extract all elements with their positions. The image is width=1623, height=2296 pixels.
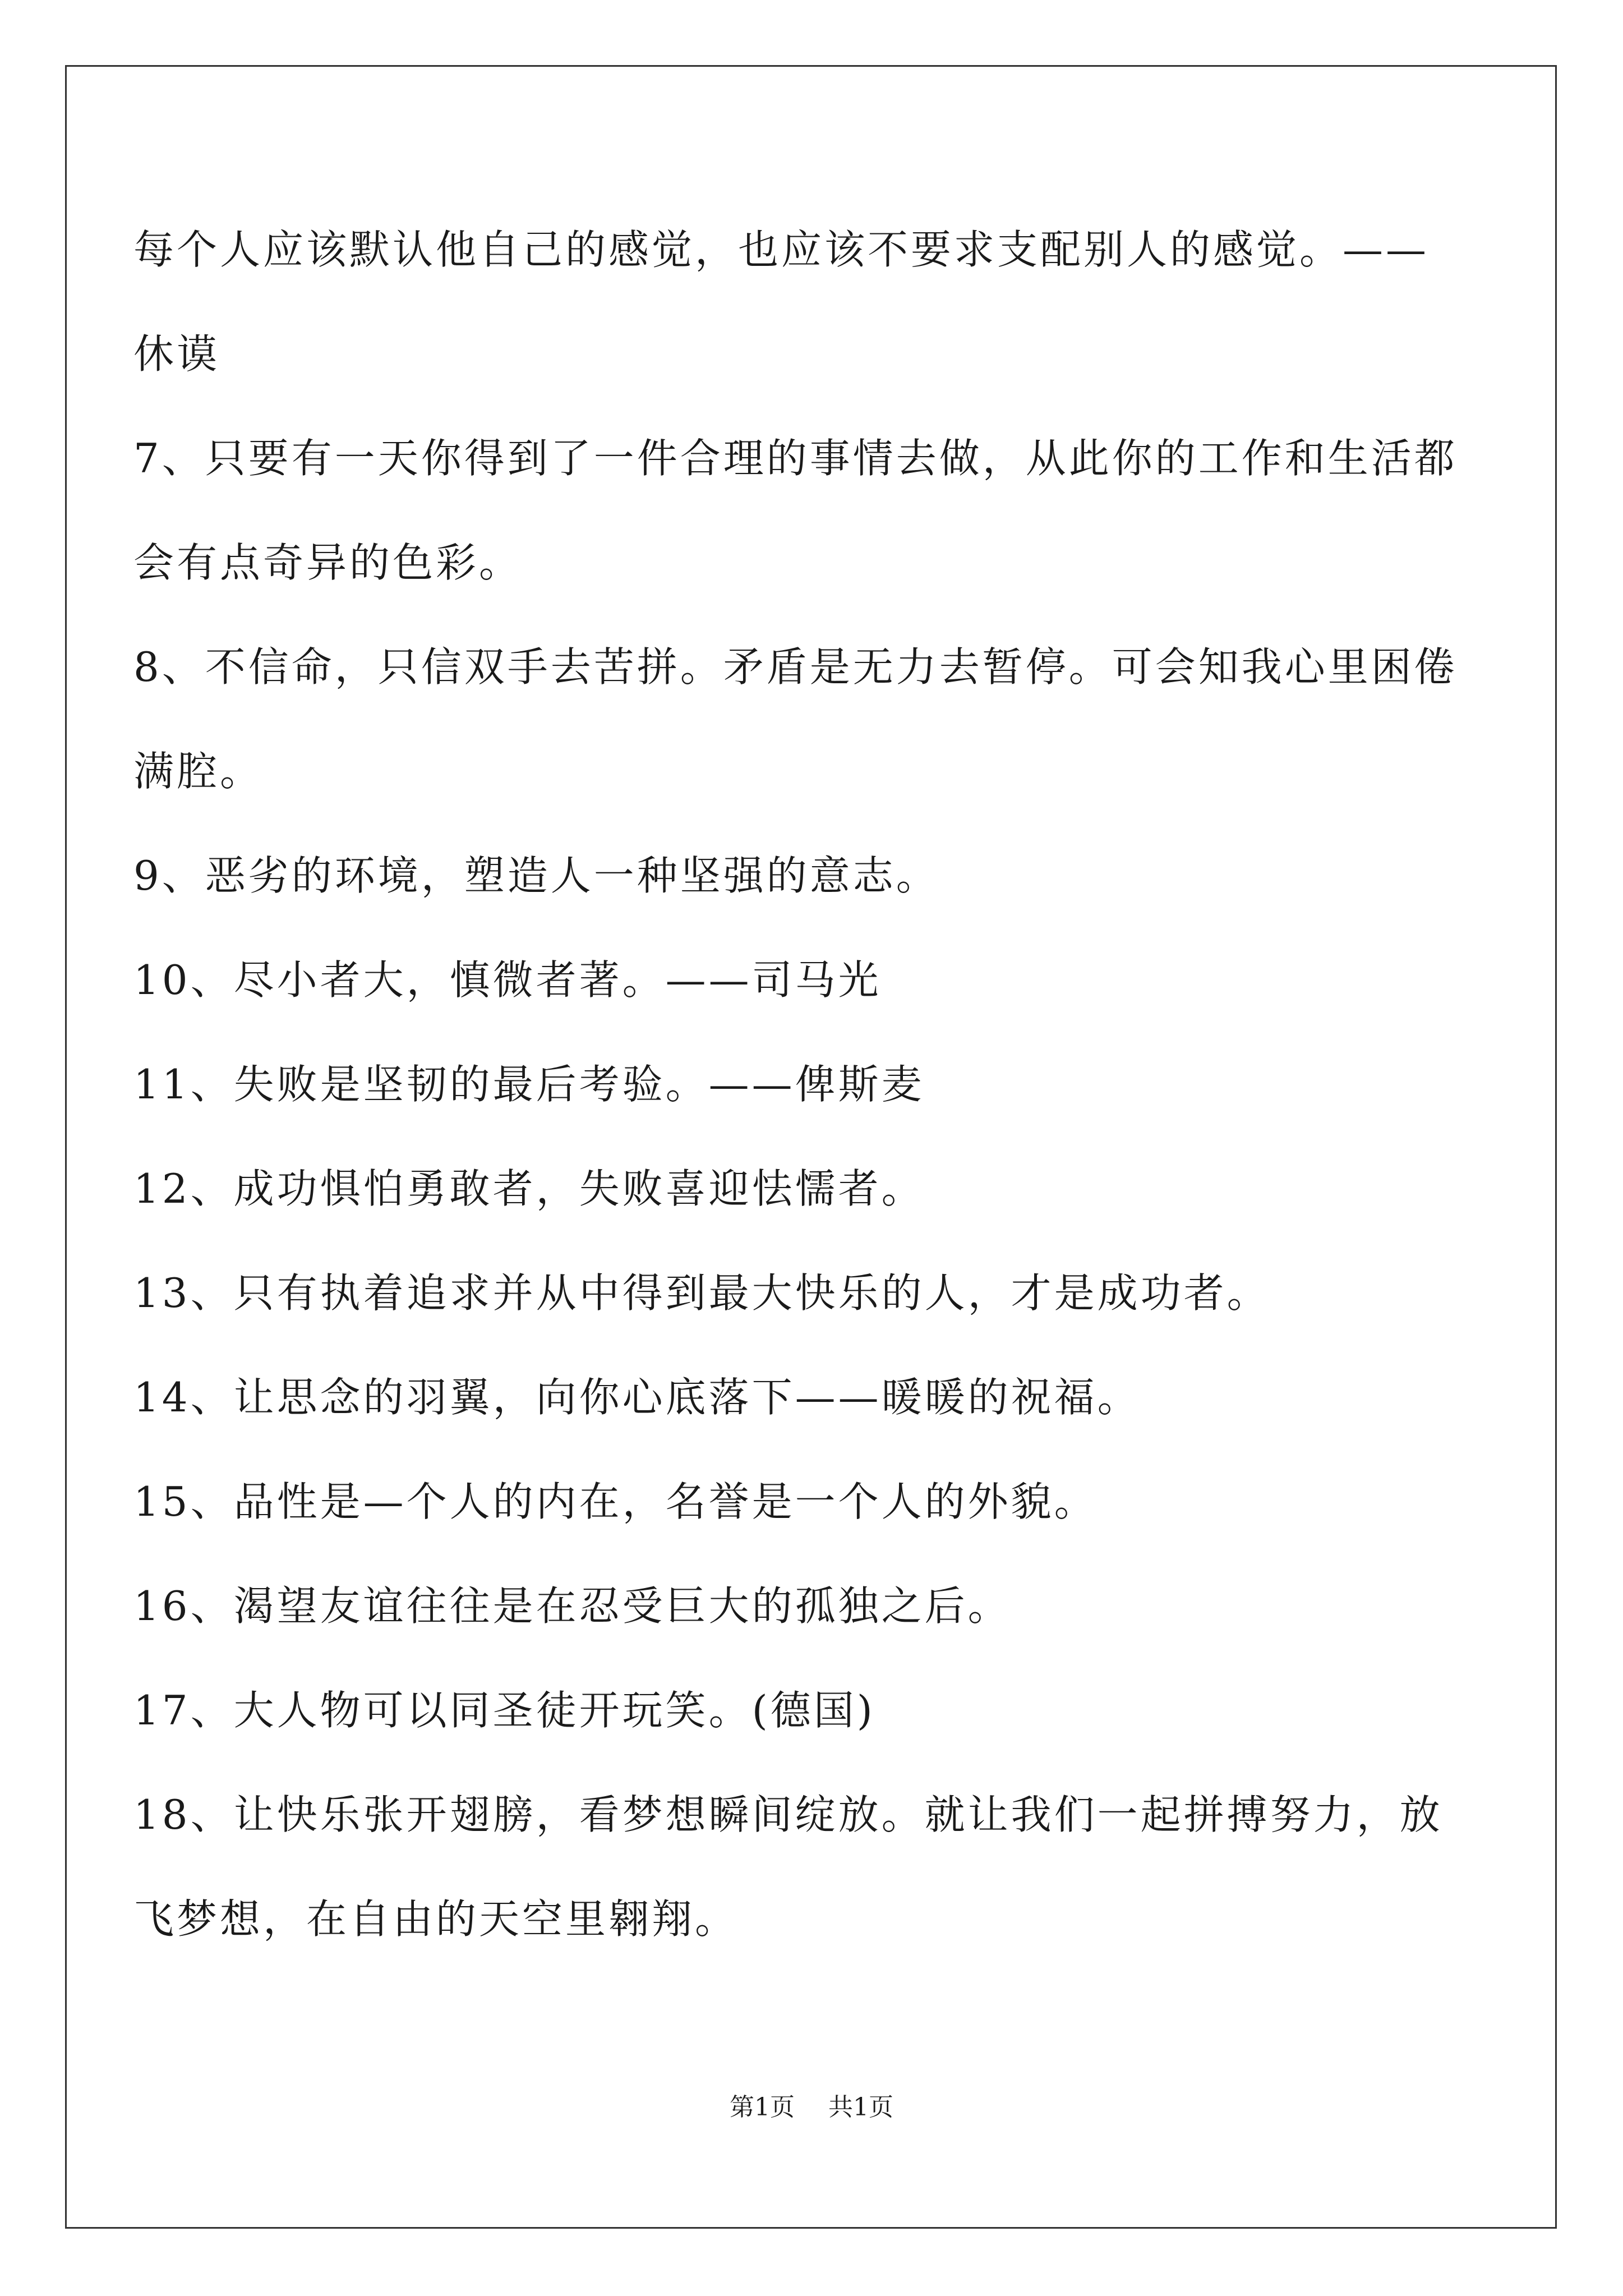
paragraph bbox=[133, 615, 1496, 823]
text-line: 7、只要有一天你得到了一件合理的事情去做，从此你的工作和生活都 bbox=[133, 435, 1458, 482]
text-line: 18、让快乐张开翅膀，看梦想瞬间绽放。就让我们一起拼搏努力，放 bbox=[133, 1791, 1443, 1838]
document-body bbox=[133, 0, 1496, 1971]
text-line: 休谟 bbox=[133, 330, 220, 378]
paragraph bbox=[133, 1137, 1496, 1241]
page-footer bbox=[0, 2087, 1623, 2123]
text-line: 8、不信命，只信双手去苦拼。矛盾是无力去暂停。可会知我心里困倦 bbox=[133, 643, 1458, 691]
page-number: 第1页 bbox=[730, 2093, 795, 2122]
paragraph bbox=[133, 1763, 1496, 1971]
paragraph bbox=[133, 823, 1496, 928]
paragraph bbox=[133, 1450, 1496, 1554]
text-line: 12、成功惧怕勇敢者，失败喜迎怯懦者。 bbox=[133, 1165, 925, 1212]
page-total: 共1页 bbox=[828, 2093, 893, 2122]
paragraph bbox=[133, 1554, 1496, 1658]
text-line: 满腔。 bbox=[133, 748, 264, 795]
text-line: 14、让思念的羽翼，向你心底落下——暖暖的祝福。 bbox=[133, 1374, 1141, 1421]
text-line: 17、大人物可以同圣徒开玩笑。(德国) bbox=[133, 1687, 875, 1734]
paragraph bbox=[133, 406, 1496, 615]
text-line: 飞梦想，在自由的天空里翱翔。 bbox=[133, 1895, 739, 1943]
paragraph bbox=[133, 1032, 1496, 1137]
text-line: 10、尽小者大，慎微者著。——司马光 bbox=[133, 956, 882, 1004]
text-line: 13、只有执着追求并从中得到最大快乐的人，才是成功者。 bbox=[133, 1269, 1270, 1317]
text-line: 16、渴望友谊往往是在忍受巨大的孤独之后。 bbox=[133, 1582, 1011, 1630]
paragraph bbox=[133, 1658, 1496, 1763]
paragraph bbox=[133, 1241, 1496, 1345]
paragraph bbox=[133, 1345, 1496, 1450]
text-line: 15、品性是—个人的内在，名誉是一个人的外貌。 bbox=[133, 1478, 1098, 1525]
text-line: 9、恶劣的环境，塑造人一种坚强的意志。 bbox=[133, 852, 939, 899]
paragraph bbox=[133, 928, 1496, 1032]
text-line: 11、失败是坚韧的最后考验。——俾斯麦 bbox=[133, 1061, 925, 1108]
text-line: 会有点奇异的色彩。 bbox=[133, 539, 523, 586]
paragraph bbox=[133, 197, 1496, 406]
text-line: 每个人应该默认他自己的感觉，也应该不要求支配别人的感觉。—— bbox=[133, 226, 1430, 273]
